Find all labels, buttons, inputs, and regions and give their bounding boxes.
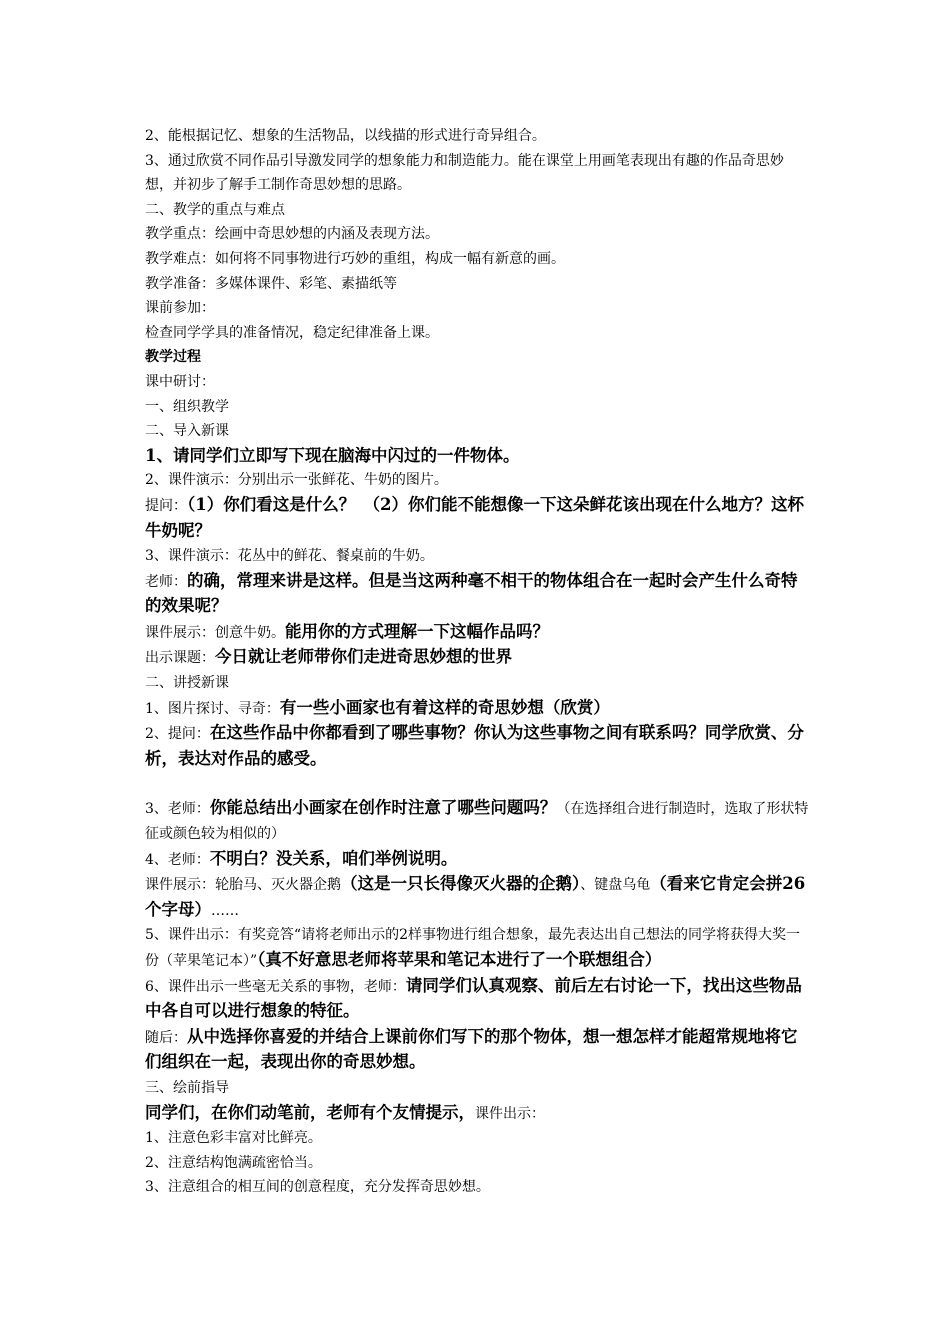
follow-up-label: 随后： [145,1029,187,1046]
intro-item-2: 2、课件演示：分别出示一张鲜花、牛奶的图片。 [145,472,448,489]
new-lesson-item-2 [145,721,810,772]
title-label: 出示课题： [145,650,215,667]
example-turtle-note: （看来它肯定会拼26个字母） [145,874,806,919]
pre-class-check: 检查同学学具的准备情况，稳定纪律准备上课。 [145,324,439,341]
teacher-text: 的确，常理来讲是这样。但是当这两种毫不相干的物体组合在一起时会产生什么奇特的效果呢？ [145,570,798,616]
teaching-focus: 教学重点：绘画中奇思妙想的内涵及表现方法。 [145,226,439,243]
example-turtle: 、键盘乌龟 [580,877,651,894]
lesson-title [145,645,810,671]
question-label: 提问： [145,497,187,514]
teacher-label: 老师： [145,573,187,590]
item-text: 有一些小画家也有着这样的奇思妙想（欣赏） [279,697,610,717]
intro-item-3: 3、课件演示：花丛中的鲜花、餐桌前的牛奶。 [145,548,434,565]
teaching-preparation: 教学准备：多媒体课件、彩笔、素描纸等 [145,275,397,292]
teacher-remark-1 [145,569,810,620]
example-penguin-note: （这是一只长得像灭火器的企鹅） [341,874,581,894]
pre-class-label: 课前参加： [145,300,215,317]
item-label: 6、课件出示一些毫无关系的事物，老师： [145,978,406,995]
courseware-milk [145,620,810,646]
tip-1: 1、注意色彩丰富对比鲜亮。 [145,1130,322,1147]
objective-2: 2、能根据记忆、想象的生活物品，以线描的形式进行奇异组合。 [145,128,546,144]
blank-line [145,772,810,796]
step-new-lesson: 二、讲授新课 [145,675,229,692]
new-lesson-item-5 [145,923,810,973]
step-pre-drawing: 三、绘前指导 [145,1079,229,1096]
examples-label: 课件展示：轮胎马、灭火器企鹅 [145,877,341,894]
item-label: 4、老师： [145,851,210,868]
item-label: 3、老师： [145,801,210,818]
question-text: （1）你们看这是什么？ （2）你们能不能想像一下这朵鲜花该出现在什么地方？这杯牛奶呢？ [145,494,804,540]
section-heading-key-points: 二、教学的重点与难点 [145,201,285,218]
intro-question [145,493,810,544]
item-note: （在选择组合进行制造时，选取了形状特征或颜色较为相似的） [145,801,809,843]
item-label: 1、图片探讨、寻奇： [145,700,280,717]
new-lesson-item-4 [145,847,810,873]
title-text: 今日就让老师带你们走进奇思妙想的世界 [215,647,512,667]
step-intro: 二、导入新课 [145,423,229,440]
in-class-label: 课中研讨： [145,373,215,390]
tips-intro-label: 课件出示： [475,1105,545,1122]
quiz-note: （真不好意思老师将苹果和笔记本进行了一个联想组合） [257,950,662,969]
ellipsis: …… [211,902,239,919]
tips-intro [145,1101,810,1127]
tip-2: 2、注意结构饱满疏密恰当。 [145,1154,322,1171]
follow-up-text: 从中选择你喜爱的并结合上课前你们写下的那个物体，想一想怎样才能超常规地将它们组织在一起，表现出你的奇思妙想。 [145,1026,798,1072]
follow-up [145,1025,810,1076]
courseware-text: 能用你的方式理解一下这幅作品吗？ [285,621,549,641]
objective-3: 3、通过欣赏不同作品引导激发同学的想象能力和制造能力。能在课堂上用画笔表现出有趣的作品奇思妙想，并初步了解手工制作奇思妙想的思路。 [145,152,784,194]
item-label: 2、提问： [145,726,210,743]
item-text: 请同学们认真观察、前后左右讨论一下，找出这些物品中各自可以进行想象的特征。 [145,975,802,1021]
item-text: 你能总结出小画家在创作时注意了哪些问题吗？ [209,798,557,818]
teaching-difficulty: 教学难点：如何将不同事物进行巧妙的重组，构成一幅有新意的画。 [145,250,565,267]
tips-intro-text: 同学们，在你们动笔前，老师有个友情提示， [145,1102,475,1122]
intro-item-1: 1、请同学们立即写下现在脑海中闪过的一件物体。 [145,445,520,465]
item-text: 不明白？没关系，咱们举例说明。 [209,848,458,868]
quiz-text: 5、课件出示：有奖竞答“请将老师出示的2样事物进行组合想象，最先表达出自己想法的同学将获得大奖一份（苹果笔记本）” [145,927,800,969]
tip-3: 3、注意组合的相互间的创意程度，充分发挥奇思妙想。 [145,1179,490,1196]
teaching-process-heading: 教学过程 [145,349,201,366]
new-lesson-item-1 [145,696,810,722]
new-lesson-item-6 [145,974,810,1025]
courseware-label: 课件展示：创意牛奶。 [145,624,285,641]
item-text: 在这些作品中你都看到了哪些事物？你认为这些事物之间有联系吗？同学欣赏、分析，表达对作品的感受。 [145,723,804,768]
new-lesson-item-3 [145,796,810,846]
document-page [145,124,810,1200]
courseware-examples [145,872,810,923]
step-organize: 一、组织教学 [145,398,229,415]
